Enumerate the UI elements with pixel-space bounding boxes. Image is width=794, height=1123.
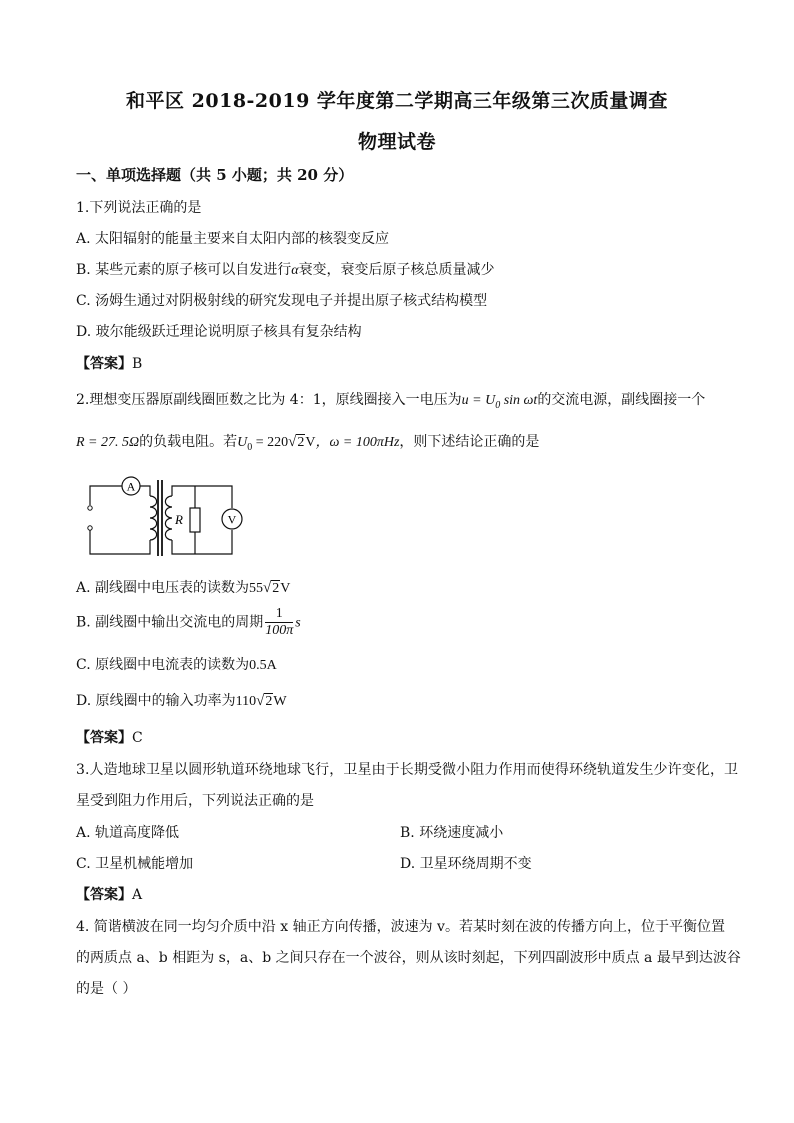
q2-u0-value: = 220 [252, 435, 289, 450]
q2-answer [76, 727, 143, 747]
q1-option-d: D. 玻尔能级跃迁理论说明原子核具有复杂结构 [76, 324, 362, 340]
exam-subtitle: 物理试卷 [357, 131, 436, 153]
q2-formula-sin: sin ωt [503, 393, 538, 408]
q2-line2-mid: 的负载电阻。若 [139, 434, 238, 450]
q2-option-b-unit: s [295, 615, 301, 631]
q1-option-c: C. 汤姆生通过对阴极射线的研究发现电子并提出原子核式结构模型 [76, 293, 488, 309]
resistor-label: R [175, 512, 183, 527]
q3-stem-line2: 星受到阻力作用后，下列说法正确的是 [76, 793, 314, 809]
q3-answer [76, 884, 142, 904]
q2-option-a-unit: V [280, 581, 291, 596]
q2-u0-sub: 0 [247, 441, 253, 453]
ammeter-label: A [126, 479, 136, 494]
q2-option-c-pre: C. 原线圈中电流表的读数为 [76, 657, 250, 673]
q3-answer-value: A [132, 887, 143, 903]
q2-option-a: A. 副线圈中电压表的读数为55√2V [76, 580, 291, 596]
q1-option-a: A. 太阳辐射的能量主要来自太阳内部的核裂变反应 [76, 231, 390, 247]
q2-option-d: D. 原线圈中的输入功率为110√2W [76, 693, 287, 709]
answer-tag: 【答案】 [76, 730, 132, 746]
q4-stem-line1: 4. 简谐横波在同一均匀介质中沿 x 轴正方向传播，波速为 v。若某时刻在波的传播方向上，位于平衡位置 [76, 919, 725, 935]
q2-option-c [76, 654, 277, 674]
q2-answer-value: C [132, 730, 143, 746]
q2-resistance: R = 27. 5Ω [76, 435, 140, 450]
transformer-circuit-diagram [80, 470, 250, 560]
q2-option-a-val: 55 [249, 581, 264, 596]
q4-stem-line3: 的是（ ） [76, 981, 137, 997]
q2-option-a-sqrt: 2 [272, 581, 280, 596]
q1-answer [76, 353, 142, 373]
terminal-icon [88, 526, 92, 530]
section-heading: 一、单项选择题（共 5 小题；共 20 分） [76, 166, 354, 184]
q2-u0-sqrt: 2 [297, 435, 305, 450]
q2-formula-sub: 0 [495, 399, 501, 411]
q2-stem-line2: R = 27. 5Ω的负载电阻。若$U_0 = 220√2V$，ω = 100πHz，则下述结论正确的是 [76, 434, 540, 453]
q1-answer-value: B [132, 356, 143, 372]
q2-option-d-unit: W [273, 694, 287, 709]
q4-stem-line2: 的两质点 a、b 相距为 s，a、b 之间只存在一个波谷，则从该时刻起，下列四副波形中质点 a 最早到达波谷 [76, 950, 741, 966]
terminal-icon [88, 506, 92, 510]
q2-option-c-val: 0.5A [249, 658, 277, 673]
q1-stem: 1.下列说法正确的是 [76, 200, 202, 216]
q2-formula-u: u = U [461, 393, 496, 408]
q3-option-b: B. 环绕速度减小 [400, 825, 504, 841]
voltmeter-label: V [227, 512, 237, 527]
q2-option-a-pre: A. 副线圈中电压表的读数为 [76, 580, 250, 596]
q2-stem [76, 389, 705, 411]
q1-option-b [76, 259, 495, 279]
q2-option-b-pre: B. 副线圈中输出交流电的周期 [76, 614, 264, 631]
fraction-denominator: 100π [265, 623, 294, 638]
q2-option-d-sqrt: 2 [265, 694, 273, 709]
q3-stem-line1: 3.人造地球卫星以圆形轨道环绕地球飞行，卫星由于长期受微小阻力作用而使得环绕轨道发生少许变化，卫 [76, 762, 739, 778]
alpha-symbol: α [291, 263, 299, 278]
q3-option-a: A. 轨道高度降低 [76, 825, 180, 841]
q1-option-b-pre: B. 某些元素的原子核可以自发进行 [76, 262, 292, 278]
q2-option-d-val: 110 [235, 694, 257, 709]
q2-line2-post: ，则下述结论正确的是 [399, 434, 540, 450]
q3-option-c: C. 卫星机械能增加 [76, 856, 194, 872]
q3-option-d: D. 卫星环绕周期不变 [400, 856, 532, 872]
q2-option-d-pre: D. 原线圈中的输入功率为 [76, 693, 236, 709]
q2-stem-pre: 2.理想变压器原副线圈匝数之比为 4：1，原线圈接入一电压为 [76, 392, 462, 408]
fraction-numerator: 1 [265, 606, 293, 623]
q2-option-b [76, 606, 301, 639]
q2-u0-unit: V [305, 435, 316, 450]
q2-stem-post: 的交流电源，副线圈接一个 [537, 392, 706, 408]
q2-omega: ，ω = 100πHz [315, 435, 400, 450]
q2-period-fraction [265, 606, 293, 639]
q2-formula [461, 393, 538, 411]
answer-tag: 【答案】 [76, 356, 132, 372]
q2-u0: U [237, 435, 248, 450]
q1-option-b-post: 衰变，衰变后原子核总质量减少 [298, 262, 495, 278]
exam-title: 和平区 2018-2019 学年度第二学期高三年级第三次质量调查 [126, 90, 668, 112]
answer-tag: 【答案】 [76, 887, 132, 903]
